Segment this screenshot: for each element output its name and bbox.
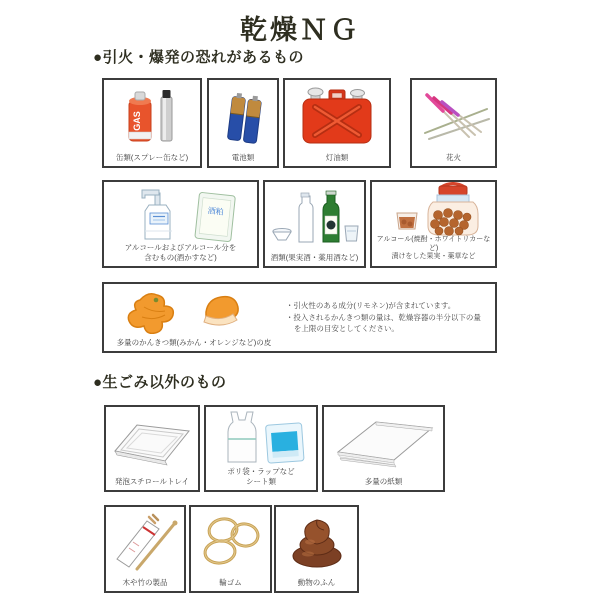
item-box-plastic <box>204 405 318 492</box>
item-label-plastic <box>206 467 316 490</box>
item-box-wood <box>104 505 186 593</box>
item-box-tray <box>104 405 200 492</box>
item-box-citrus <box>102 282 497 353</box>
alcohol-bottle-illustration <box>104 182 257 243</box>
item-box-fireworks <box>410 78 497 168</box>
chopsticks-illustration <box>106 507 184 578</box>
item-box-alcohol <box>102 180 259 268</box>
section-heading-flammable: ●引火・爆発の恐れがあるもの <box>93 49 305 66</box>
item-label-alcohol-line2: 含むもの(酒かすなど) <box>144 252 217 262</box>
item-label-citrus: 多量のかんきつ類(みかん・オレンジなど)の皮 <box>116 337 272 347</box>
batteries-illustration <box>209 80 277 153</box>
pickled-fruit-jar-illustration <box>372 182 495 236</box>
item-label-plastic-line2: シート類 <box>246 476 276 486</box>
item-box-poop <box>274 505 359 593</box>
item-label-pickled-line2: 漬けをした果実・薬草など <box>391 253 476 261</box>
item-label-batteries: 電池類 <box>231 152 255 162</box>
kerosene-can-illustration <box>285 80 389 153</box>
item-label-cans: 缶類(スプレー缶など) <box>115 152 189 162</box>
sake-lees-packet-text: 酒粕 <box>206 205 224 217</box>
citrus-note-2: ・投入されるかんきつ類の量は、乾燥容器の半分以下の量を上限の目安としてください。 <box>285 312 481 334</box>
item-box-sake <box>263 180 366 268</box>
fireworks-illustration <box>412 80 495 153</box>
citrus-note-1: ・引火性のある成分(リモネン)が含まれています。 <box>285 301 456 311</box>
item-label-rubber: 輪ゴム <box>219 577 242 587</box>
item-label-sake: 酒類(果実酒・薬用酒など) <box>270 252 359 262</box>
paper-stack-illustration <box>324 407 443 477</box>
item-label-tray: 発泡スチロールトレイ <box>114 476 190 486</box>
item-label-alcohol <box>104 243 257 266</box>
citrus-peels-illustration <box>104 284 284 338</box>
item-label-alcohol-line1: アルコールおよびアルコール分を <box>124 243 237 253</box>
item-label-plastic-line1: ポリ袋・ラップなど <box>227 467 295 477</box>
rubber-bands-illustration <box>191 507 270 578</box>
item-label-poop: 動物のふん <box>297 577 336 587</box>
item-label-paper: 多量の紙類 <box>364 476 403 486</box>
item-label-pickled-line1: アルコール(焼酎・ホワイトリカーなど) <box>376 235 491 252</box>
item-box-cans <box>102 78 202 168</box>
item-label-pickled <box>372 236 495 266</box>
animal-droppings-illustration <box>276 507 357 578</box>
item-label-kerosene: 灯油類 <box>325 152 349 162</box>
item-box-rubber <box>189 505 272 593</box>
item-box-pickled <box>370 180 497 268</box>
item-box-paper <box>322 405 445 492</box>
item-label-wood: 木や竹の製品 <box>122 577 168 587</box>
styrofoam-tray-illustration <box>106 407 198 477</box>
item-box-kerosene <box>283 78 391 168</box>
sake-bottles-illustration <box>265 182 364 253</box>
gas-can-text: GAS <box>132 111 142 132</box>
item-label-fireworks: 花火 <box>446 152 461 162</box>
item-box-batteries <box>207 78 279 168</box>
plastic-bag-wrap-illustration <box>206 407 316 467</box>
citrus-notes <box>284 284 495 351</box>
page-title: 乾燥ＮＧ <box>240 15 360 45</box>
section-heading-nonfood: ●生ごみ以外のもの <box>93 374 227 391</box>
spray-cans-illustration <box>104 80 200 153</box>
